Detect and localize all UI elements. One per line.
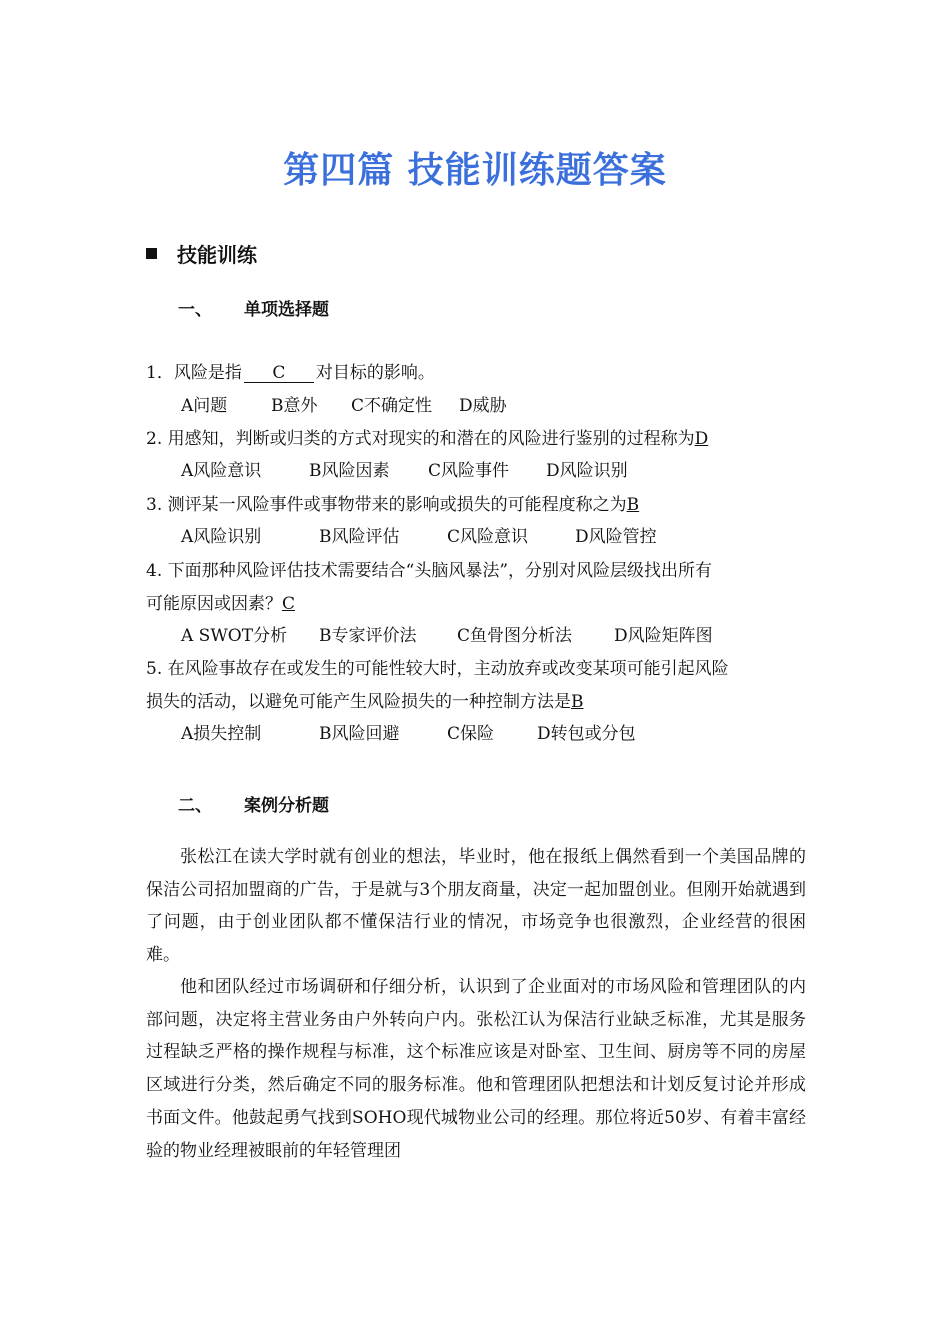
case-paragraph: 张松江在读大学时就有创业的想法，毕业时，他在报纸上偶然看到一个美国品牌的保洁公司招加盟商的广告，于是就与3个朋友商量，决定一起加盟创业。但刚开始就遇到了问题，由于创业团队都不懂保洁行业的情况，市场竞争也很激烈，企业经营的很困难。 bbox=[146, 847, 806, 966]
option: B专家评价法 bbox=[319, 626, 417, 646]
case-paragraph: 他和团队经过市场调研和仔细分析，认识到了企业面对的市场风险和管理团队的内部问题，决定将主营业务由户外转向户内。张松江认为保洁行业缺乏标准，尤其是服务过程缺乏严格的操作规程与标准，这个标准应该是对卧室、卫生间、厨房等不同的房屋区域进行分类，然后确定不同的服务标准。他和管理团队把想法和计划反复讨论并形成书面文件。他鼓起勇气找到SOHO现代城物业公司的经理。那位将近50岁、有着丰富经验的物业经理被眼前的年轻管理团 bbox=[146, 977, 806, 1161]
question-4-options bbox=[181, 625, 713, 647]
part-one-number: 一、 bbox=[178, 300, 212, 320]
part-two-label: 案例分析题 bbox=[244, 796, 329, 816]
option: B风险评估 bbox=[319, 527, 400, 547]
option: C鱼骨图分析法 bbox=[457, 626, 573, 646]
question-4-text: 4. 下面那种风险评估技术需要结合“头脑风暴法”，分别对风险层级找出所有 bbox=[146, 561, 713, 581]
question-3-answer: B bbox=[626, 495, 640, 515]
question-4-answer: C bbox=[282, 594, 296, 614]
question-4-continued bbox=[146, 593, 295, 615]
option: A问题 bbox=[181, 396, 228, 416]
option: C保险 bbox=[447, 724, 495, 744]
option: B风险回避 bbox=[319, 724, 400, 744]
part-one-heading bbox=[178, 295, 329, 320]
option: D风险识别 bbox=[546, 461, 628, 481]
question-5-answer: B bbox=[571, 692, 584, 712]
question-1 bbox=[146, 362, 435, 384]
option: D转包或分包 bbox=[537, 724, 636, 744]
option: C风险意识 bbox=[447, 527, 529, 547]
question-2-answer: D bbox=[694, 429, 709, 449]
part-two-number: 二、 bbox=[178, 796, 212, 816]
question-3 bbox=[146, 494, 639, 516]
section-heading-label: 技能训练 bbox=[177, 243, 257, 267]
part-one-label: 单项选择题 bbox=[244, 300, 329, 320]
option: D威胁 bbox=[459, 396, 507, 416]
option: B意外 bbox=[271, 396, 318, 416]
square-bullet-icon bbox=[146, 248, 157, 259]
question-4-text-end: 可能原因或因素？ bbox=[146, 594, 282, 614]
question-3-options bbox=[181, 526, 657, 548]
question-5-text-end: 损失的活动，以避免可能产生风险损失的一种控制方法是 bbox=[146, 692, 571, 712]
option: D风险管控 bbox=[575, 527, 657, 547]
question-5-options bbox=[181, 723, 636, 745]
option: A损失控制 bbox=[181, 724, 262, 744]
option: A风险意识 bbox=[181, 461, 262, 481]
option: B风险因素 bbox=[309, 461, 390, 481]
question-5-text: 5. 在风险事故存在或发生的可能性较大时，主动放弃或改变某项可能引起风险 bbox=[146, 659, 729, 679]
part-two-heading bbox=[178, 791, 329, 816]
question-1-text-end: 对目标的影响。 bbox=[315, 363, 435, 383]
question-5 bbox=[146, 658, 729, 680]
question-5-continued bbox=[146, 691, 584, 713]
question-1-text: 1．风险是指 bbox=[146, 363, 242, 383]
page-title: 第四篇 技能训练题答案 bbox=[283, 150, 667, 191]
question-1-answer: C bbox=[244, 364, 314, 383]
section-heading bbox=[146, 239, 257, 268]
option: D风险矩阵图 bbox=[614, 626, 713, 646]
option: C不确定性 bbox=[351, 396, 433, 416]
option: A SWOT分析 bbox=[181, 626, 288, 646]
question-4 bbox=[146, 560, 712, 582]
question-2-text: 2. 用感知，判断或归类的方式对现实的和潜在的风险进行鉴别的过程称为 bbox=[146, 429, 695, 449]
option: A风险识别 bbox=[181, 527, 262, 547]
question-2 bbox=[146, 428, 708, 450]
option: C风险事件 bbox=[428, 461, 510, 481]
question-3-text: 3. 测评某一风险事件或事物带来的影响或损失的可能程度称之为 bbox=[146, 495, 627, 515]
question-2-options bbox=[181, 460, 628, 482]
question-1-options bbox=[181, 395, 507, 417]
